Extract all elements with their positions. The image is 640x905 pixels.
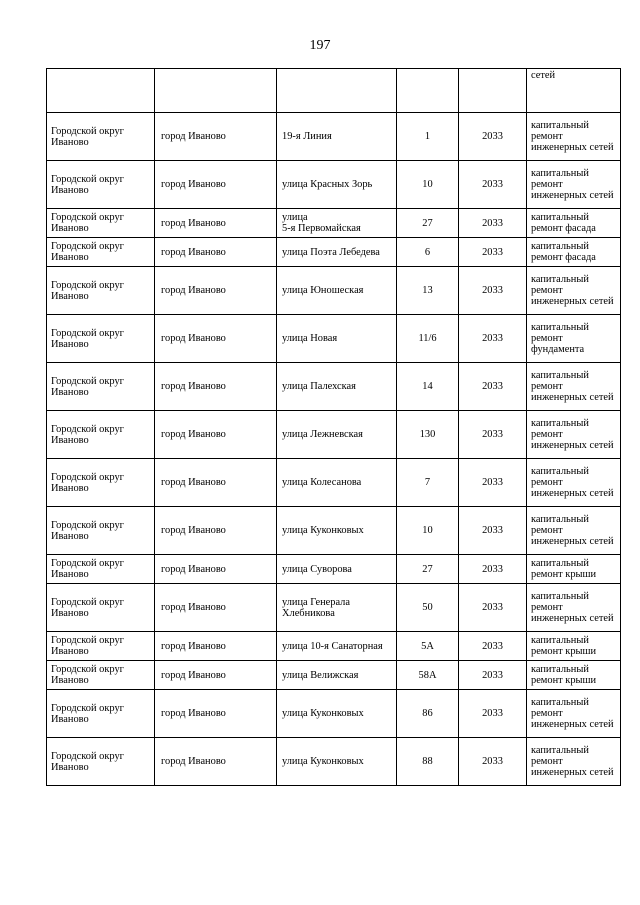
house-cell [397,69,459,113]
city-cell: город Иваново [155,315,277,363]
table-body [47,69,621,786]
work-type-cell: капитальный ремонт крыши [527,661,621,690]
work-type-cell: капитальный ремонт инженерных сетей [527,738,621,786]
district-cell: Городской округ Иваново [47,267,155,315]
work-type-cell: капитальный ремонт инженерных сетей [527,584,621,632]
street-cell: улица Палехская [277,363,397,411]
house-number-cell: 1 [397,113,459,161]
city-cell: город Иваново [155,555,277,584]
city-cell: город Иваново [155,238,277,267]
street-cell: улица Суворова [277,555,397,584]
year-cell: 2033 [459,459,527,507]
table-row [47,661,621,690]
table-row [47,113,621,161]
city-cell: город Иваново [155,411,277,459]
house-number-cell: 7 [397,459,459,507]
register-table [46,68,621,786]
work-type-cell: капитальный ремонт крыши [527,632,621,661]
year-cell: 2033 [459,738,527,786]
street-cell: улица Колесанова [277,459,397,507]
city-cell: город Иваново [155,161,277,209]
district-cell: Городской округ Иваново [47,363,155,411]
table-row-continued [47,69,621,113]
district-cell: Городской округ Иваново [47,690,155,738]
work-type-cell: капитальный ремонт фасада [527,209,621,238]
city-cell: город Иваново [155,584,277,632]
year-cell: 2033 [459,209,527,238]
house-number-cell: 27 [397,209,459,238]
street-cell: улица 10-я Санаторная [277,632,397,661]
year-cell: 2033 [459,161,527,209]
house-number-cell: 58А [397,661,459,690]
work-type-cell: капитальный ремонт инженерных сетей [527,690,621,738]
table-row [47,363,621,411]
year-cell: 2033 [459,555,527,584]
table-row [47,690,621,738]
year-cell [459,69,527,113]
city-cell [155,69,277,113]
table-row [47,584,621,632]
street-cell: улица Велижская [277,661,397,690]
year-cell: 2033 [459,690,527,738]
table-row [47,738,621,786]
work-type-cell: капитальный ремонт инженерных сетей [527,267,621,315]
city-cell: город Иваново [155,459,277,507]
house-number-cell: 14 [397,363,459,411]
work-type-cell: капитальный ремонт фасада [527,238,621,267]
page-number: 197 [309,38,331,53]
street-cell: улица Юношеская [277,267,397,315]
city-cell: город Иваново [155,507,277,555]
house-number-cell: 5А [397,632,459,661]
year-cell: 2033 [459,661,527,690]
district-cell: Городской округ Иваново [47,113,155,161]
district-cell: Городской округ Иваново [47,459,155,507]
city-cell: город Иваново [155,690,277,738]
house-number-cell: 130 [397,411,459,459]
city-cell: город Иваново [155,209,277,238]
district-cell: Городской округ Иваново [47,738,155,786]
house-number-cell: 10 [397,161,459,209]
district-cell: Городской округ Иваново [47,584,155,632]
city-cell: город Иваново [155,738,277,786]
city-cell: город Иваново [155,632,277,661]
street-cell: улица Куконковых [277,690,397,738]
city-cell: город Иваново [155,267,277,315]
work-type-cell: капитальный ремонт фундамента [527,315,621,363]
street-cell: улица Лежневская [277,411,397,459]
house-number-cell: 6 [397,238,459,267]
work-type-cell: капитальный ремонт инженерных сетей [527,113,621,161]
district-cell [47,69,155,113]
street-cell: улица Куконковых [277,507,397,555]
district-cell: Городской округ Иваново [47,238,155,267]
district-cell: Городской округ Иваново [47,555,155,584]
year-cell: 2033 [459,113,527,161]
house-number-cell: 11/6 [397,315,459,363]
street-cell: улица Новая [277,315,397,363]
street-cell: улица Куконковых [277,738,397,786]
work-type-cell: капитальный ремонт инженерных сетей [527,411,621,459]
district-cell: Городской округ Иваново [47,315,155,363]
year-cell: 2033 [459,267,527,315]
year-cell: 2033 [459,632,527,661]
house-number-cell: 88 [397,738,459,786]
house-number-cell: 10 [397,507,459,555]
house-number-cell: 27 [397,555,459,584]
table-row [47,555,621,584]
street-cell: улица Поэта Лебедева [277,238,397,267]
table-row [47,161,621,209]
table-row [47,632,621,661]
city-cell: город Иваново [155,661,277,690]
work-type-cell: капитальный ремонт инженерных сетей [527,459,621,507]
district-cell: Городской округ Иваново [47,632,155,661]
table-row [47,209,621,238]
table-row [47,267,621,315]
district-cell: Городской округ Иваново [47,507,155,555]
work-type-cell: капитальный ремонт инженерных сетей [527,363,621,411]
year-cell: 2033 [459,315,527,363]
work-type-cell: капитальный ремонт инженерных сетей [527,161,621,209]
district-cell: Городской округ Иваново [47,661,155,690]
year-cell: 2033 [459,584,527,632]
street-cell [277,69,397,113]
work-type-cell: капитальный ремонт инженерных сетей [527,507,621,555]
street-cell: улица Генерала Хлебникова [277,584,397,632]
house-number-cell: 50 [397,584,459,632]
district-cell: Городской округ Иваново [47,209,155,238]
table-row [47,238,621,267]
year-cell: 2033 [459,238,527,267]
district-cell: Городской округ Иваново [47,161,155,209]
table-row [47,411,621,459]
table-row [47,459,621,507]
city-cell: город Иваново [155,113,277,161]
street-cell: улица Красных Зорь [277,161,397,209]
city-cell: город Иваново [155,363,277,411]
street-cell: 19-я Линия [277,113,397,161]
street-cell: улица 5-я Первомайская [277,209,397,238]
house-number-cell: 13 [397,267,459,315]
year-cell: 2033 [459,507,527,555]
table-row [47,315,621,363]
year-cell: 2033 [459,411,527,459]
work-type-cell: капитальный ремонт крыши [527,555,621,584]
district-cell: Городской округ Иваново [47,411,155,459]
year-cell: 2033 [459,363,527,411]
work-type-cell: сетей [527,69,621,113]
table-row [47,507,621,555]
house-number-cell: 86 [397,690,459,738]
